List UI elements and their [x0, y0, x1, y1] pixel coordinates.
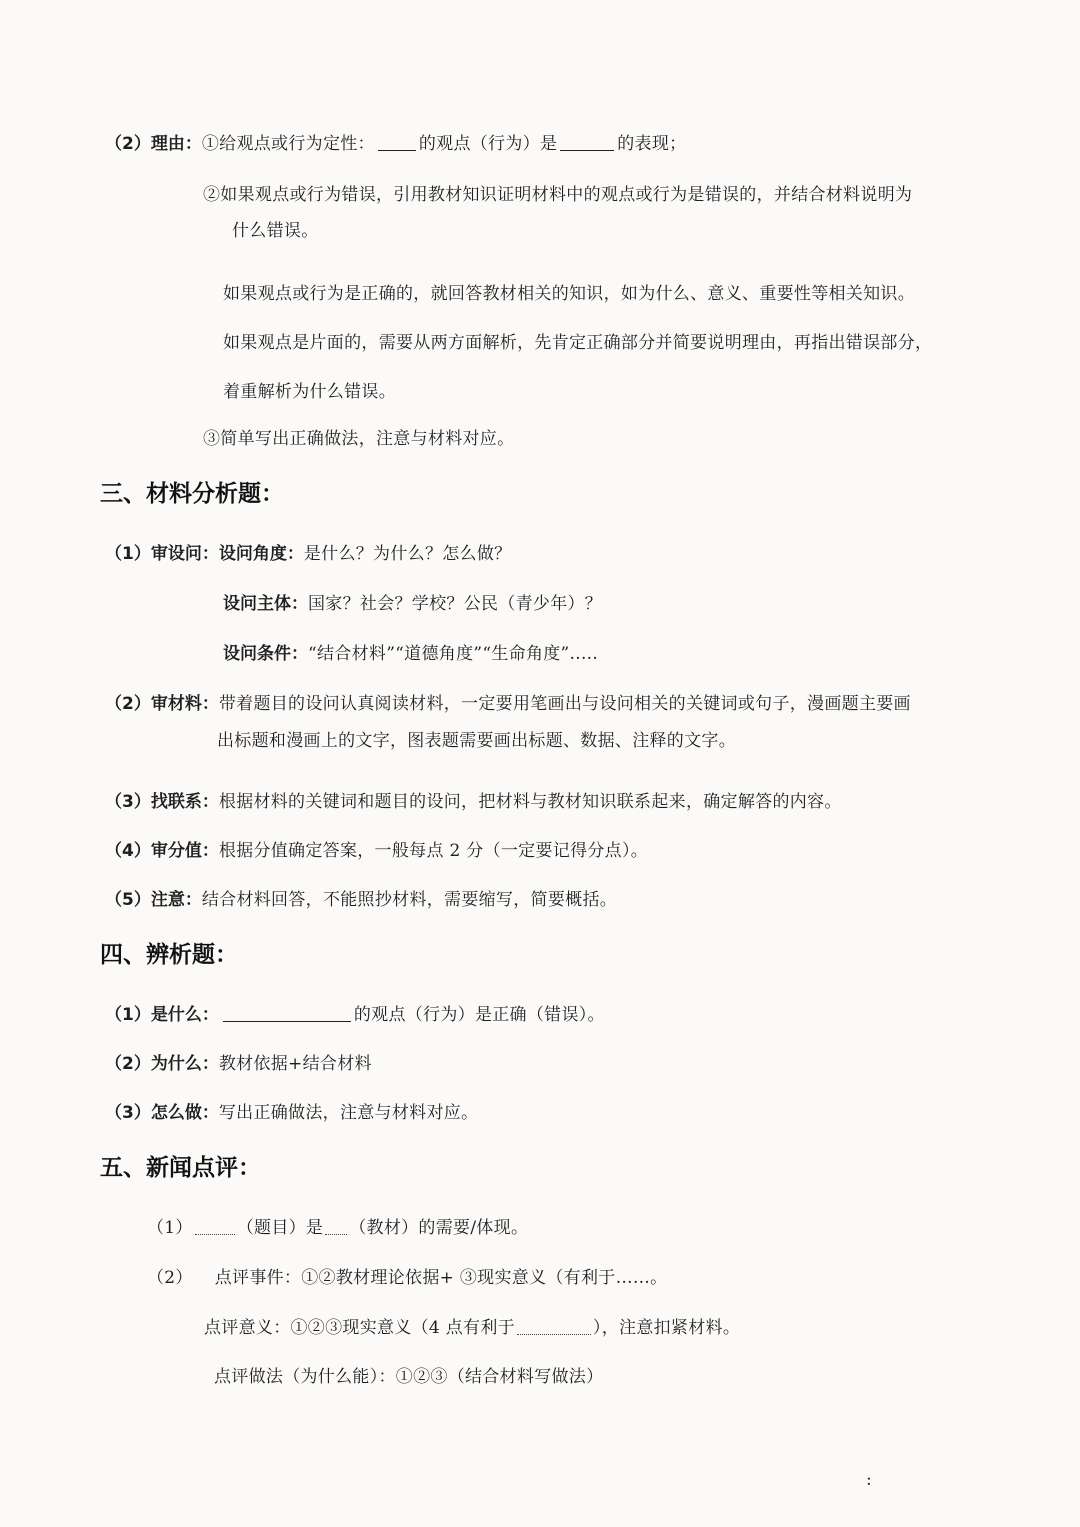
reason-line-2: ②如果观点或行为错误，引用教材知识证明材料中的观点或行为是错误的，并结合材料说明为	[203, 185, 913, 205]
reason-label: （2）理由：	[105, 134, 202, 154]
sec3-q5-label: （5）注意：	[105, 890, 202, 910]
sec3-q1a-label: 设问角度：	[218, 544, 304, 564]
sec3-q3	[105, 790, 842, 814]
reason-step-1b: 的观点（行为）是	[418, 134, 558, 154]
reason-step-1c: 的表现；	[617, 134, 687, 154]
reason-line-4: 如果观点或行为是正确的，就回答教材相关的知识，如为什么、意义、重要性等相关知识。	[223, 284, 915, 304]
sec3-q4	[105, 839, 648, 863]
footer-mark: :	[866, 1470, 872, 1490]
sec5-q3-text-a: 点评意义：①②③现实意义（4 点有利于	[204, 1318, 515, 1338]
sec4-q1-text: 的观点（行为）是正确（错误）。	[353, 1005, 605, 1025]
sec5-q3	[204, 1316, 740, 1340]
sec4-q2-text: 教材依据+结合材料	[218, 1054, 372, 1074]
sec3-q1a-text: 是什么？为什么？怎么做？	[303, 544, 512, 564]
sec4-q3-label: （3）怎么做：	[105, 1103, 219, 1123]
sec5-q4: 点评做法（为什么能）：①②③（结合材料写做法）	[214, 1367, 604, 1387]
sec3-q4-label: （4）审分值：	[105, 841, 219, 861]
sec3-q2-text-1: 带着题目的设问认真阅读材料，一定要用笔画出与设问相关的关键词或句子，漫画题主要画	[218, 694, 911, 714]
sec4-q1-label: （1）是什么：	[105, 1005, 219, 1025]
sec3-q1c-text: “结合材料”“道德角度”“生命角度”.....	[308, 644, 599, 664]
sec3-q2-label: （2）审材料：	[105, 694, 219, 714]
sec5-q2-text: 点评事件：①②教材理论依据+ ③现实意义（有利于……。	[214, 1268, 668, 1288]
sec3-q5-text: 结合材料回答，不能照抄材料，需要缩写，简要概括。	[201, 890, 618, 910]
sec4-q3	[105, 1101, 478, 1125]
dotted-blank	[325, 1218, 347, 1235]
reason-line-1	[105, 132, 686, 156]
sec3-q4-text: 根据分值确定答案，一般每点 2 分（一定要记得分点）。	[218, 841, 649, 861]
blank-line	[223, 1005, 351, 1022]
sec5-q1-num: （1）	[147, 1218, 193, 1238]
section-4-heading: 四、辨析题：	[100, 942, 238, 968]
dotted-blank	[195, 1218, 235, 1235]
sec3-q1-label: （1）审设问：	[105, 544, 219, 564]
blank-line	[378, 134, 416, 151]
section-3-heading: 三、材料分析题：	[100, 481, 284, 507]
sec5-q1-text-b: （题目）是	[236, 1218, 324, 1238]
sec4-q2	[105, 1052, 372, 1076]
sec4-q2-label: （2）为什么：	[105, 1054, 219, 1074]
sec3-q2	[105, 692, 911, 716]
reason-line-6: 着重解析为什么错误。	[223, 382, 396, 402]
sec3-q3-label: （3）找联系：	[105, 792, 219, 812]
section-5-heading: 五、新闻点评：	[100, 1155, 261, 1181]
reason-line-3: 什么错误。	[232, 221, 319, 241]
sec3-q1c	[223, 642, 598, 666]
sec3-q3-text: 根据材料的关键词和题目的设问，把材料与教材知识联系起来，确定解答的内容。	[218, 792, 842, 812]
blank-line	[560, 134, 614, 151]
sec5-q1-text-c: （教材）的需要/体现。	[349, 1218, 529, 1238]
dotted-blank	[517, 1318, 591, 1335]
sec3-q1b-label: 设问主体：	[223, 594, 308, 614]
reason-line-5: 如果观点是片面的，需要从两方面解析，先肯定正确部分并简要说明理由，再指出错误部分，	[223, 333, 933, 353]
sec4-q1	[105, 1003, 605, 1027]
sec3-q1b	[223, 592, 602, 616]
sec3-q1c-label: 设问条件：	[223, 644, 308, 664]
sec5-q2-num: （2）	[147, 1268, 193, 1288]
sec3-q1b-text: 国家？社会？学校？公民（青少年）？	[308, 594, 603, 614]
sec3-q1	[105, 542, 511, 566]
sec3-q5	[105, 888, 617, 912]
reason-line-7: ③简单写出正确做法，注意与材料对应。	[203, 429, 515, 449]
sec5-q2	[147, 1266, 667, 1290]
reason-step-1a: ①给观点或行为定性：	[201, 134, 375, 154]
sec5-q3-text-b: ），注意扣紧材料。	[592, 1318, 741, 1338]
sec3-q2-text-2: 出标题和漫画上的文字，图表题需要画出标题、数据、注释的文字。	[217, 731, 736, 751]
sec5-q1	[147, 1216, 528, 1240]
sec4-q3-text: 写出正确做法，注意与材料对应。	[218, 1103, 479, 1123]
